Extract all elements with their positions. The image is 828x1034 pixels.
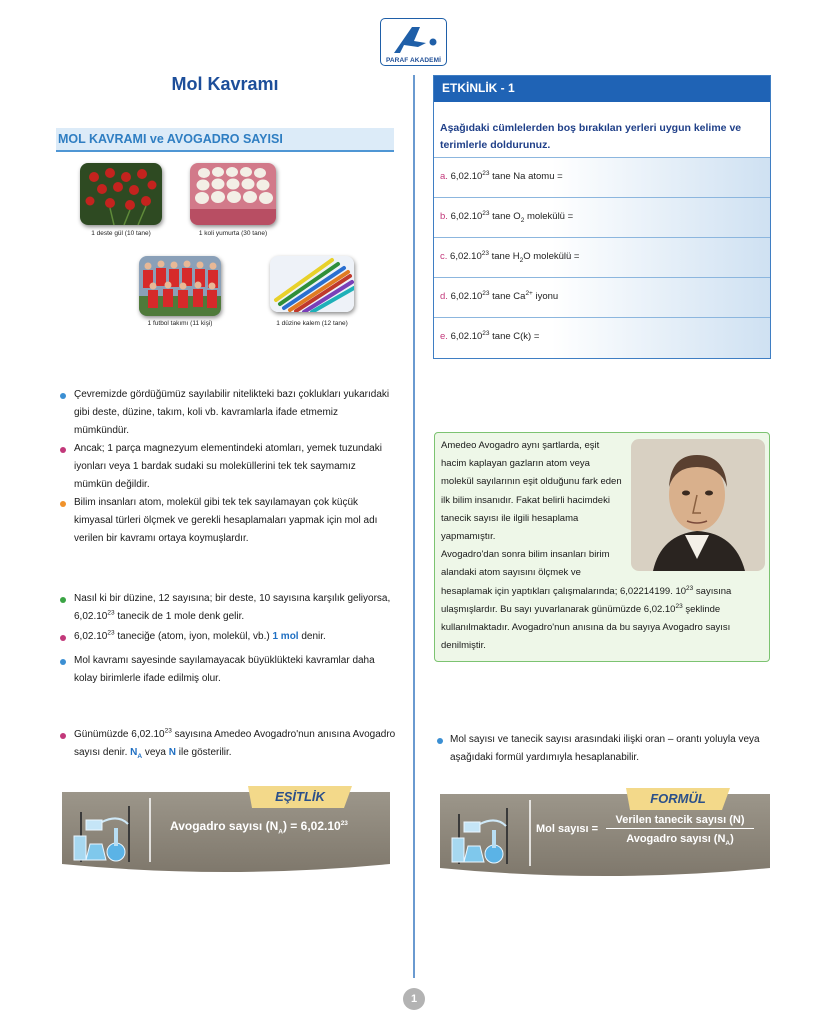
activity-box	[433, 75, 771, 359]
bullet-dot	[60, 447, 66, 453]
logo-mark-icon	[382, 21, 446, 59]
bullet-text: Mol kavramı sayesinde sayılamayacak büyüklükteki kavramlar daha kolay birimlerle ifade edilmiş olur.	[74, 655, 375, 684]
activity-title: ETKİNLİK - 1	[442, 81, 515, 95]
football-team-image	[139, 256, 221, 316]
section-header-text: MOL KAVRAMI ve AVOGADRO SAYISI	[58, 132, 283, 146]
roses-image	[80, 163, 162, 225]
bullet-text: 6,02.10$^{23}$ taneciğe (atom, iyon, molekül, vb.) 1 mol denir.	[74, 629, 326, 642]
bullet-dot	[60, 393, 66, 399]
football-team-caption: 1 futbol takımı (11 kişi)	[147, 320, 213, 327]
bullet-dot	[60, 597, 66, 603]
avogadro-info-text: Amedeo Avogadro aynı şartlarda, eşit hacim kaplayan gazların atom veya molekül sayılarının eşit olduğunu fark eden ilk bilim insanıdır. Fakat belirli hacimdeki tanecik sayısı ile ilgili hesaplama yapmamıştır. Avogadro'dan sonra bilim insanları birim alandaki atom sayısını ölçmek ve hesaplamak için yaptıkları çalışmalarında; 6,02214199. $10^{23}$ sayısına ulaşmışlardır. Bu sayı yuvarlanarak günümüzde 6,02.10$^{23}$ şeklinde kullanılmaktadır. Avogadro'nun anısına da bu sayıya Avogadro sayısı denilmiştir.	[441, 437, 763, 655]
activity-header	[434, 76, 770, 102]
formula-denominator: Avogadro sayısı $(N_A)$	[626, 833, 734, 848]
activity-item[interactable]: d. 6,02.10$^{23}$ tane $Ca^{2+}$ iyonu	[434, 277, 770, 317]
equality-tag: EŞİTLİK	[275, 789, 325, 804]
bullet-text: Çevremizde gördüğümüz sayılabilir nitelikteki bazı çoklukları yukarıdaki gibi deste, düzine, takım, koli vb. kavramlarla ifade etmemiz mümkündür.	[74, 389, 390, 436]
bullet-dot	[60, 733, 66, 739]
page-number: 1	[403, 988, 425, 1010]
bullet-text: Günümüzde 6,02.10$^{23}$ sayısına Amedeo Avogadro'nun anısına Avogadro sayısı denir. $N_A$ veya N ile gösterilir.	[74, 727, 396, 760]
one-mol-highlight: 1 mol	[272, 631, 299, 642]
eggs-caption: 1 koli yumurta (30 tane)	[198, 230, 268, 237]
logo-brand-text: PARAF AKADEMİ	[385, 57, 442, 64]
formula-numerator: Verilen tanecik sayısı (N)	[606, 814, 754, 829]
avogadro-equation: Avogadro sayısı $(N_A) = 6,02.10^{23}$	[170, 819, 348, 836]
bullet-text: Mol sayısı ve tanecik sayısı arasındaki ilişki oran – orantı yoluyla veya aşağıdaki formül yardımıyla hesaplanabilir.	[450, 734, 760, 763]
section-header	[56, 128, 394, 152]
formula-label: Mol sayısı =	[536, 823, 599, 835]
activity-item[interactable]: c. 6,02.10$^{23}$ tane $H_2O$ molekülü =	[434, 237, 770, 277]
bullet-text: Nasıl ki bir düzine, 12 sayısına; bir deste, 10 sayısına karşılık geliyorsa, 6,02.10$^{23}$ tanecik de 1 mole denk gelir.	[74, 593, 391, 622]
pencils-image	[270, 256, 354, 312]
equality-banner	[62, 784, 390, 874]
activity-instruction: Aşağıdaki cümlelerden boş bırakılan yerleri uygun kelime ve terimlerle doldurunuz.	[440, 122, 742, 151]
avogadro-info-box	[434, 432, 770, 662]
activity-item[interactable]: a. 6,02.10$^{23}$ tane Na atomu =	[434, 157, 770, 197]
column-divider	[413, 75, 415, 978]
pencils-caption: 1 düzine kalem (12 tane)	[276, 320, 348, 327]
formula-tag: FORMÜL	[650, 791, 706, 806]
bullet-dot	[60, 635, 66, 641]
paraf-akademi-logo	[380, 18, 447, 66]
bullet-text: Bilim insanları atom, molekül gibi tek tek sayılamayan çok küçük kimyasal türleri ölçmek ve gerekli hesaplamaları yapmak için mol adı verilen bir kavramı ortaya koymuşlardır.	[74, 497, 378, 544]
activity-item[interactable]: b. 6,02.10$^{23}$ tane $O_2$ molekülü =	[434, 197, 770, 237]
avogadro-portrait	[631, 439, 765, 571]
eggs-image	[190, 163, 276, 225]
bullet-dot	[60, 501, 66, 507]
activity-item[interactable]: e. 6,02.10$^{23}$ tane C(k) =	[434, 317, 770, 358]
bullet-text: Ancak; 1 parça magnezyum elementindeki atomları, yemek tuzundaki iyonları veya 1 bardak sudaki su moleküllerini tek tek saymamız mümkün değildir.	[74, 443, 382, 490]
formula-banner	[440, 786, 770, 878]
bullet-dot	[60, 659, 66, 665]
bullet-dot	[437, 738, 443, 744]
roses-caption: 1 deste gül (10 tane)	[91, 230, 151, 237]
page-title: Mol Kavramı	[171, 74, 279, 94]
